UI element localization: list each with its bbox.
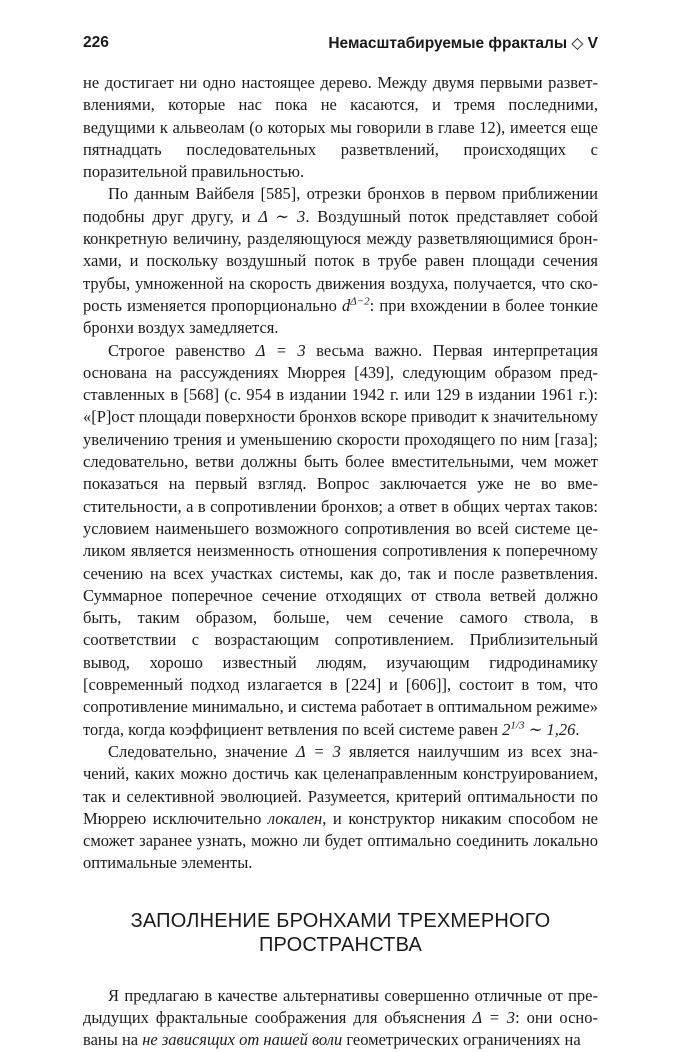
math-expression: ∼ 1,26 xyxy=(524,719,576,739)
text-run: весьма важно. Первая интерпретация основана на рассуждениях Мюррея [439], следующим образом представленных в [568] (с. 954 в издании 1942 г. или 129 в издании 1961 г.): «[Р]ост площади поверхности бронхов вскоре приводит к значительному увеличению трения и уменьшению скорости проходящего по ним [газа]; следовательно, ветви должны быть более вместительными, чем может показаться на первый взгляд. Вопрос заключается уже не во вместительности, а в сопротивлении бронхов; а ответ в общих чертах таков: условием наименьшего возможного сопротивления во всей системе целиком является неизменность отношения сопротивления к поперечному сечению на всех участках системы, как до, так и после разветвления. Суммарное поперечное сечение отходящих от ствола ветвей должно быть, таким образом, больше, чем сечение самого ствола, в соответствии с возрастающим сопротивлением. Приблизительный вывод, хорошо известный людям, изучающим гидродинамику [современный подход излагается в [224] и [606]], состоит в том, что сопротивление минимально, и система работает в оптимальном режиме» тогда, когда коэффициент ветвления по всей системе равен xyxy=(83,340,598,739)
math-superscript: 1/3 xyxy=(510,719,525,732)
text-run: . Воздушный поток представляет собой конкретную величину, разделяющуюся между разветвляющимися бронхами, и поскольку воздушный поток в трубе равен площади сечения трубы, умноженной на скорость движения воздуха, получается, что скорость изменяется пропорционально xyxy=(83,206,598,315)
math-expression: d xyxy=(342,295,351,315)
text-run: . xyxy=(575,719,580,739)
running-title: Немасштабируемые фракталы ◇ V xyxy=(328,35,598,52)
text-run: геометрических ограничениях на xyxy=(342,1030,581,1050)
paragraph-p4 xyxy=(83,741,598,875)
text-run: : при вхождении в более тонкие бронхи воздух замедляется. xyxy=(83,295,598,338)
math-expression: Δ ∼ 3 xyxy=(258,206,306,226)
text-run: По данным Вайбеля [585], отрезки бронхов в первом приближении подобны друг другу, и xyxy=(83,184,598,226)
math-expression: Δ = 3 xyxy=(255,340,306,360)
section-heading-line-1: ЗАПОЛНЕНИЕ БРОНХАМИ ТРЕХМЕРНОГО xyxy=(130,909,551,932)
text-run: Следовательно, значение xyxy=(108,741,296,761)
text-run: является наилучшим из всех значений, каких можно достичь как целенаправленным конструированием, так и селективной эволюцией. Разумеется, критерий оптимальности по Мюррею исключительно xyxy=(83,741,598,828)
emphasis-text: локален xyxy=(267,808,323,828)
section-heading xyxy=(83,909,598,957)
paragraph-p5 xyxy=(83,985,598,1052)
text-run: Я предлагаю в качестве альтернативы совершенно отличные от предыдущих фрактальные соображения для объяснения xyxy=(83,985,598,1027)
paragraph-p1 xyxy=(83,72,598,183)
text-run: не достигает ни одно настоящее дерево. Между двумя первыми разветвлениями, которые нас пока не касаются, и тремя последними, ведущими к альвеолам (о которых мы говорили в главе 12), имеется еще пятнадцать последовательных разветвлений, происходящих с поразительной правильностью. xyxy=(83,73,598,182)
math-expression: 2 xyxy=(502,719,511,739)
emphasis-text: не зависящих от нашей воли xyxy=(142,1030,343,1050)
section-heading-line-2: ПРОСТРАНСТВА xyxy=(258,933,423,956)
math-expression: Δ = 3 xyxy=(295,741,341,761)
body-text xyxy=(83,72,598,1052)
math-expression: Δ = 3 xyxy=(472,1007,516,1027)
paragraph-p2 xyxy=(83,183,598,339)
math-superscript: Δ−2 xyxy=(350,295,370,308)
page-number: 226 xyxy=(83,34,109,51)
text-run: : они основаны на xyxy=(83,1007,598,1050)
paragraphs-after-heading xyxy=(83,985,598,1052)
paragraph-p3 xyxy=(83,340,598,741)
running-head xyxy=(83,34,598,58)
text-run: Строгое равенство xyxy=(108,340,256,360)
text-run: , и конструктор никаким способом не сможет заранее узнать, можно ли будет оптимально соединить локально оптимальные элементы. xyxy=(83,808,598,873)
paragraphs-before-heading xyxy=(83,72,598,875)
